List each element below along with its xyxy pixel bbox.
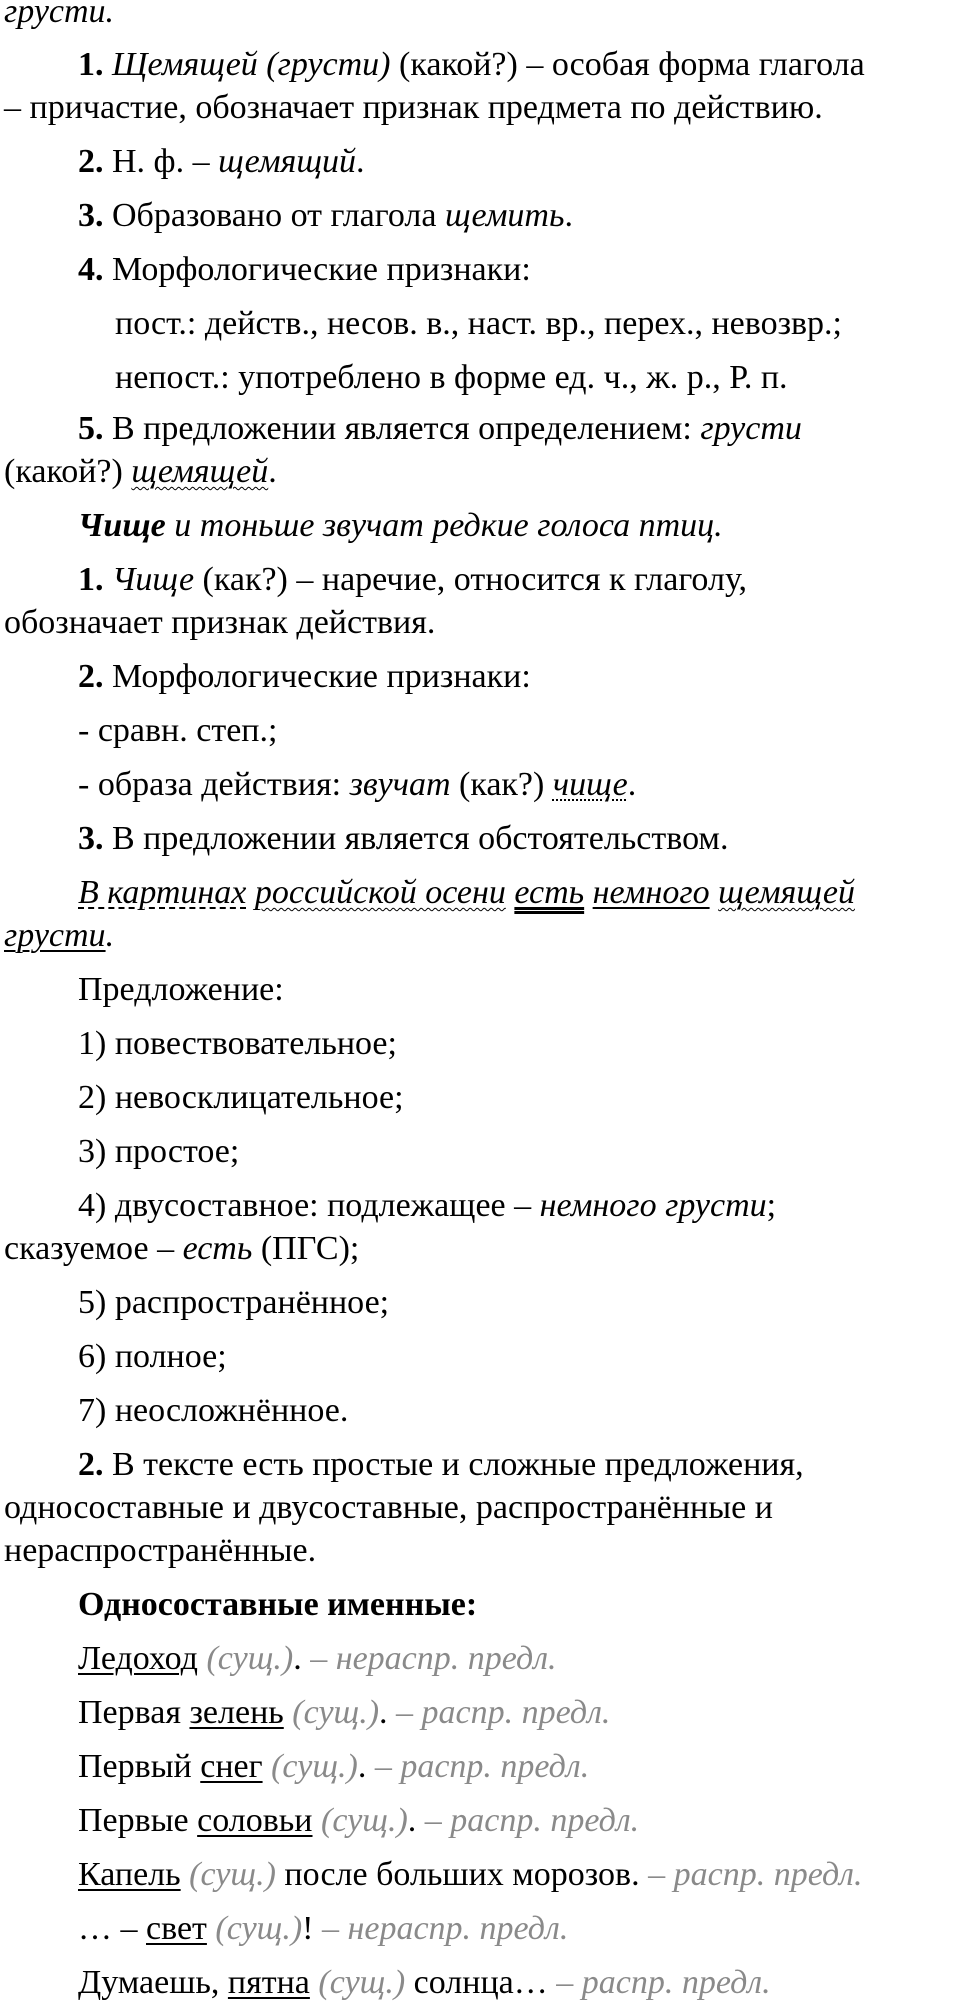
example-sentence: Чище и тоньше звучат редкие голоса птиц. (78, 507, 723, 544)
analysis-item: 1. Щемящей (грусти) (какой?) – особая форма глагола (78, 46, 865, 83)
text-line: (какой?) щемящей. (4, 453, 277, 490)
example-sentence: В картинах российской осени есть немного щемящей (78, 874, 855, 911)
text-line: нераспространённые. (4, 1532, 317, 1569)
example-line: Капель (сущ.) после больших морозов. – распр. предл. (78, 1856, 863, 1893)
text-line: – причастие, обозначает признак предмета по действию. (4, 89, 823, 126)
analysis-item: 2. Морфологические признаки: (78, 658, 531, 695)
list-item: 4) двусоставное: подлежащее – немного грусти; (78, 1187, 777, 1224)
list-item: 3) простое; (78, 1133, 240, 1170)
text-line: пост.: действ., несов. в., наст. вр., перех., невозвр.; (115, 305, 842, 342)
list-item: 5) распространённое; (78, 1284, 390, 1321)
text-line: грусти. (4, 917, 115, 954)
analysis-item: 4. Морфологические признаки: (78, 251, 531, 288)
example-line: Первые соловьи (сущ.). – распр. предл. (78, 1802, 640, 1839)
analysis-item: 2. Н. ф. – щемящий. (78, 143, 365, 180)
list-item: 2) невосклицательное; (78, 1079, 404, 1116)
text-line: непост.: употреблено в форме ед. ч., ж. р., Р. п. (115, 359, 788, 396)
analysis-item: 3. В предложении является обстоятельством. (78, 820, 729, 857)
analysis-item: 2. В тексте есть простые и сложные предложения, (78, 1446, 804, 1483)
text-line: односоставные и двусоставные, распространённые и (4, 1489, 773, 1526)
example-line: Первый снег (сущ.). – распр. предл. (78, 1748, 590, 1785)
text-line: сказуемое – есть (ПГС); (4, 1230, 360, 1267)
text-line: обозначает признак действия. (4, 604, 436, 641)
text-line: грусти. (4, 0, 115, 30)
example-line: Думаешь, пятна (сущ.) солнца… – распр. предл. (78, 1964, 771, 2001)
text-line: Предложение: (78, 971, 284, 1008)
text-line: - сравн. степ.; (78, 712, 278, 749)
example-line: Ледоход (сущ.). – нераспр. предл. (78, 1640, 557, 1677)
analysis-item: 5. В предложении является определением: грусти (78, 410, 802, 447)
analysis-item: 1. Чище (как?) – наречие, относится к глаголу, (78, 561, 748, 598)
list-item: 1) повествовательное; (78, 1025, 397, 1062)
example-line: … – свет (сущ.)! – нераспр. предл. (78, 1910, 569, 1947)
analysis-item: 3. Образовано от глагола щемить. (78, 197, 573, 234)
section-heading: Односоставные именные: (78, 1586, 478, 1623)
list-item: 7) неосложнённое. (78, 1392, 349, 1429)
example-line: Первая зелень (сущ.). – распр. предл. (78, 1694, 611, 1731)
text-line: - образа действия: звучат (как?) чище. (78, 766, 637, 803)
list-item: 6) полное; (78, 1338, 227, 1375)
